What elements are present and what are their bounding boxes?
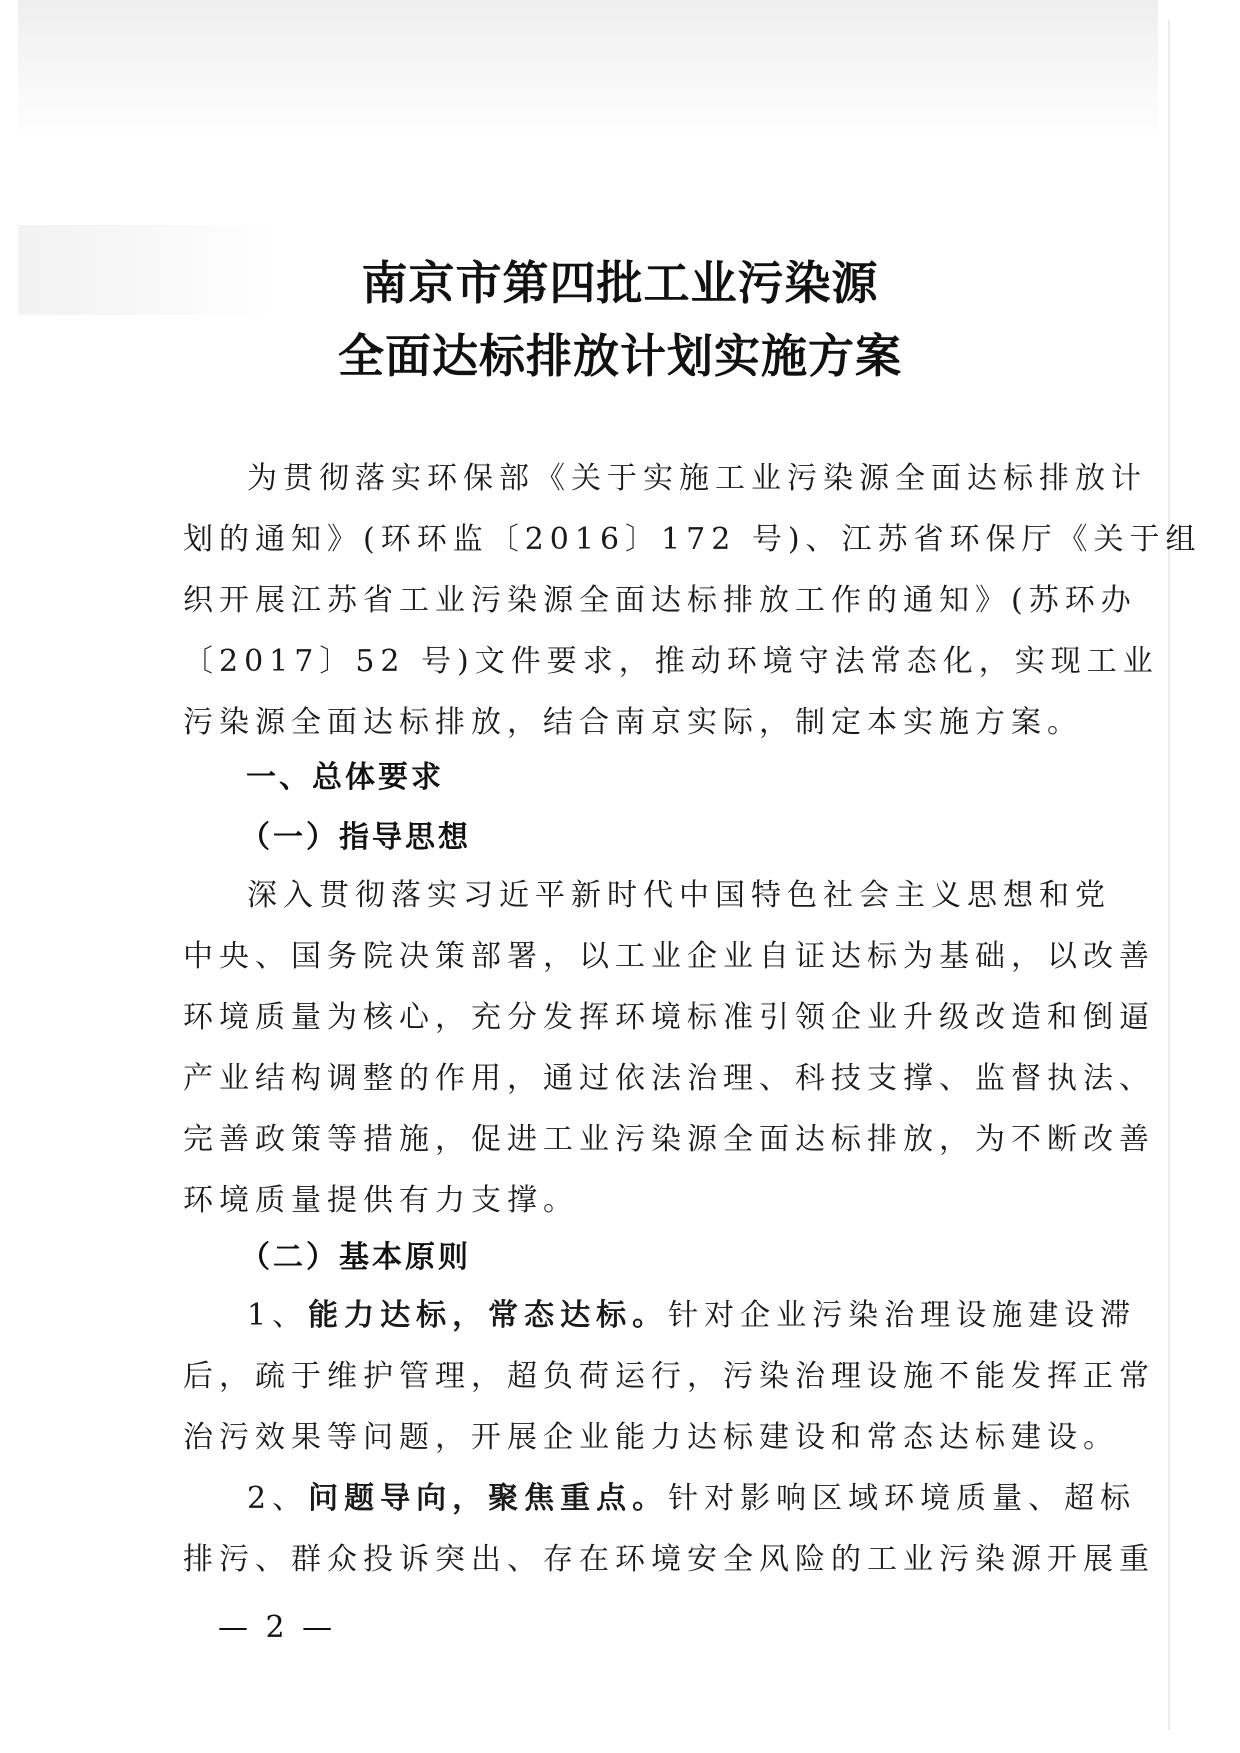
paragraph-line: 污染源全面达标排放，结合南京实际，制定本实施方案。	[183, 705, 1083, 740]
section-heading: 一、总体要求	[246, 760, 444, 795]
paragraph-line: 〔2017〕52 号)文件要求，推动环境守法常态化，实现工业	[183, 644, 1159, 679]
document-title-line-1: 南京市第四批工业污染源	[361, 256, 879, 310]
paragraph-line: 产业结构调整的作用，通过依法治理、科技支撑、监督执法、	[183, 1061, 1155, 1096]
paragraph-line: 中央、国务院决策部署，以工业企业自证达标为基础，以改善	[183, 939, 1155, 974]
paragraph-line: 排污、群众投诉突出、存在环境安全风险的工业污染源开展重	[183, 1542, 1155, 1577]
page-number: — 2 —	[218, 1610, 337, 1645]
principle-title: 能力达标，常态达标。	[308, 1298, 669, 1333]
paragraph-line: 环境质量为核心，充分发挥环境标准引领企业升级改造和倒逼	[183, 1000, 1155, 1035]
paragraph-line	[183, 1285, 1137, 1346]
item-number: 2、	[247, 1481, 309, 1516]
paragraph-line: 后，疏于维护管理，超负荷运行，污染治理设施不能发挥正常	[183, 1359, 1155, 1394]
subsection-heading: （二）基本原则	[240, 1240, 471, 1275]
subsection-heading: （一）指导思想	[240, 820, 471, 855]
intro-paragraph	[183, 448, 1202, 753]
paragraph-line: 完善政策等措施，促进工业污染源全面达标排放，为不断改善	[183, 1122, 1155, 1157]
line-text: 针对企业污染治理设施建设滞	[668, 1298, 1137, 1333]
paragraph-line: 环境质量提供有力支撑。	[183, 1183, 579, 1218]
principle-paragraph-1	[183, 1285, 1155, 1468]
paragraph-line: 织开展江苏省工业污染源全面达标排放工作的通知》(苏环办	[183, 583, 1137, 618]
principle-title: 问题导向，聚焦重点。	[308, 1481, 669, 1516]
guiding-paragraph	[183, 865, 1155, 1231]
paragraph-line: 划的通知》(环环监〔2016〕172 号)、江苏省环保厅《关于组	[183, 522, 1202, 557]
paragraph-line: 为贯彻落实环保部《关于实施工业污染源全面达标排放计	[247, 461, 1147, 496]
paragraph-line: 深入贯彻落实习近平新时代中国特色社会主义思想和党	[247, 878, 1111, 913]
document-title-line-2: 全面达标排放计划实施方案	[338, 329, 902, 383]
item-number: 1、	[247, 1298, 309, 1333]
principle-paragraph-2	[183, 1468, 1155, 1590]
paragraph-line	[183, 1468, 1137, 1529]
scan-shadow	[18, 0, 1158, 140]
paragraph-line: 治污效果等问题，开展企业能力达标建设和常态达标建设。	[183, 1420, 1119, 1455]
line-text: 针对影响区域环境质量、超标	[668, 1481, 1137, 1516]
